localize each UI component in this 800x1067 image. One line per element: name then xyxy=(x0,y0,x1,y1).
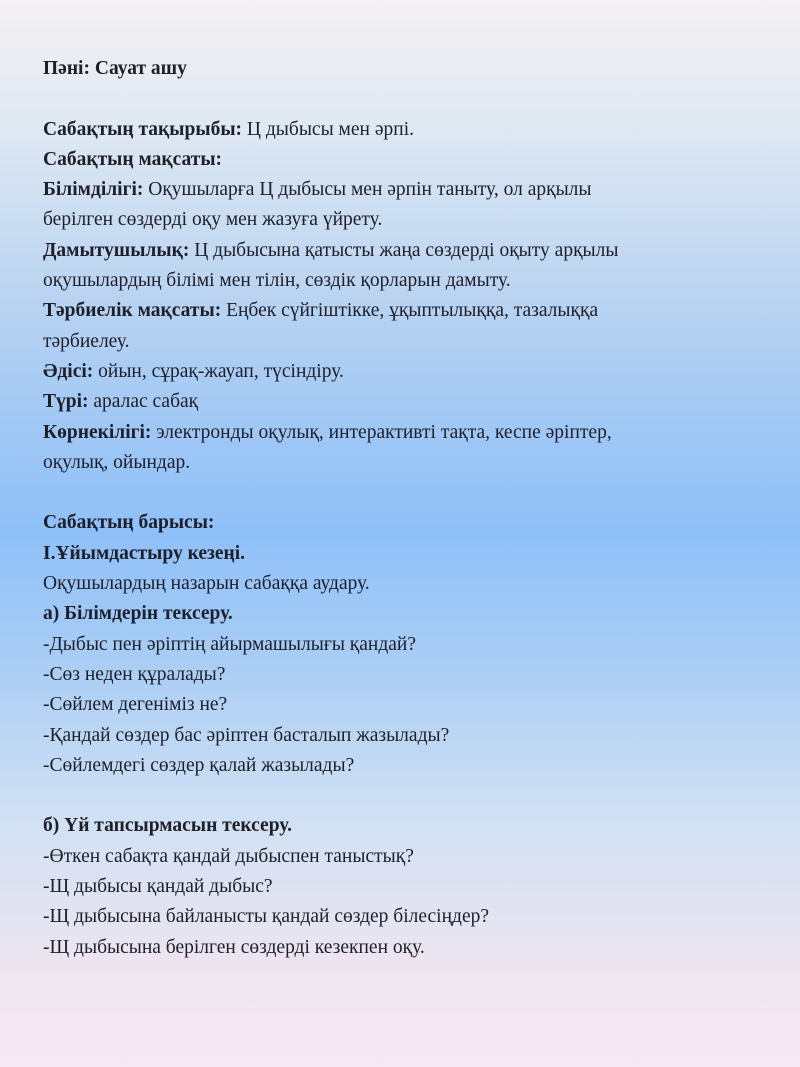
educational-line-2: берілген сөздерді оқу мен жазуға үйрету. xyxy=(43,209,383,231)
check-knowledge-heading xyxy=(43,599,793,629)
check-homework-heading xyxy=(43,811,793,841)
check-knowledge-text: а) Білімдерін тексеру. xyxy=(43,603,233,625)
topic-value: Ц дыбысы мен әрпі. xyxy=(242,118,414,140)
subject-value: Сауат ашу xyxy=(89,58,187,79)
subject-line xyxy=(43,54,793,84)
method-line xyxy=(43,357,793,387)
spacer xyxy=(43,781,793,811)
check-homework-text: б) Үй тапсырмасын тексеру. xyxy=(43,815,292,837)
visual-line-2: оқулық, ойындар. xyxy=(43,451,191,473)
spacer xyxy=(43,84,793,114)
topic-line xyxy=(43,115,793,145)
upbringing-line-2: тәрбиелеу. xyxy=(43,330,130,352)
question-a-item: -Дыбыс пен әріптің айырмашылығы қандай? xyxy=(43,633,417,655)
developing-line-2: оқушылардың білімі мен тілін, сөздік қорларын дамыту. xyxy=(43,270,511,292)
developing-line-1 xyxy=(43,236,793,266)
educational-text-1: Оқушыларға Ц дыбысы мен әрпін таныту, ол арқылы xyxy=(143,179,592,201)
spacer xyxy=(43,478,793,508)
lesson-plan-document xyxy=(43,54,793,963)
type-value: аралас сабақ xyxy=(88,391,199,413)
stage1-text: Оқушылардың назарын сабаққа аудару. xyxy=(43,573,370,595)
topic-label: Сабақтың тақырыбы: xyxy=(43,118,243,140)
stage1-heading xyxy=(43,539,793,569)
question-a-item: -Сөз неден құралады? xyxy=(43,663,226,685)
progress-heading xyxy=(43,508,793,538)
question-b-item: -Щ дыбысына байланысты қандай сөздер білесіңдер? xyxy=(43,906,490,928)
method-label: Әдісі: xyxy=(43,360,94,382)
visual-line-1 xyxy=(43,418,793,448)
developing-label: Дамытушылық: xyxy=(43,239,190,261)
question-a-item: -Сөйлемдегі сөздер қалай жазылады? xyxy=(43,754,355,776)
educational-label: Білімділігі: xyxy=(43,179,144,201)
question-b-item: -Щ дыбысы қандай дыбыс? xyxy=(43,876,273,898)
method-value: ойын, сұрақ-жауап, түсіндіру. xyxy=(93,360,344,382)
goals-label: Сабақтың мақсаты: xyxy=(43,148,223,170)
question-a-item: -Сөйлем дегеніміз не? xyxy=(43,694,228,716)
subject-label: Пәні: xyxy=(43,58,90,79)
stage1-heading-text: І.Ұйымдастыру кезеңі. xyxy=(43,542,245,564)
upbringing-line-1 xyxy=(43,296,793,326)
type-line xyxy=(43,387,793,417)
question-b-item: -Щ дыбысына берілген сөздерді кезекпен оқу. xyxy=(43,936,425,958)
progress-heading-text: Сабақтың барысы: xyxy=(43,512,215,534)
educational-line-1 xyxy=(43,175,793,205)
question-a-item: -Қандай сөздер бас әріптен басталып жазылады? xyxy=(43,724,450,746)
upbringing-label: Тәрбиелік мақсаты: xyxy=(43,300,222,322)
type-label: Түрі: xyxy=(43,391,89,413)
upbringing-text-1: Еңбек сүйгіштікке, ұқыптылыққа, тазалыққа xyxy=(221,300,599,322)
developing-text-1: Ц дыбысына қатысты жаңа сөздерді оқыту арқылы xyxy=(189,239,619,261)
visual-text-1: электронды оқулық, интерактивті тақта, кеспе әріптер, xyxy=(151,421,612,443)
visual-label: Көрнекілігі: xyxy=(43,421,152,443)
question-b-item: -Өткен сабақта қандай дыбыспен таныстық? xyxy=(43,845,414,867)
goals-heading-line xyxy=(43,145,793,175)
